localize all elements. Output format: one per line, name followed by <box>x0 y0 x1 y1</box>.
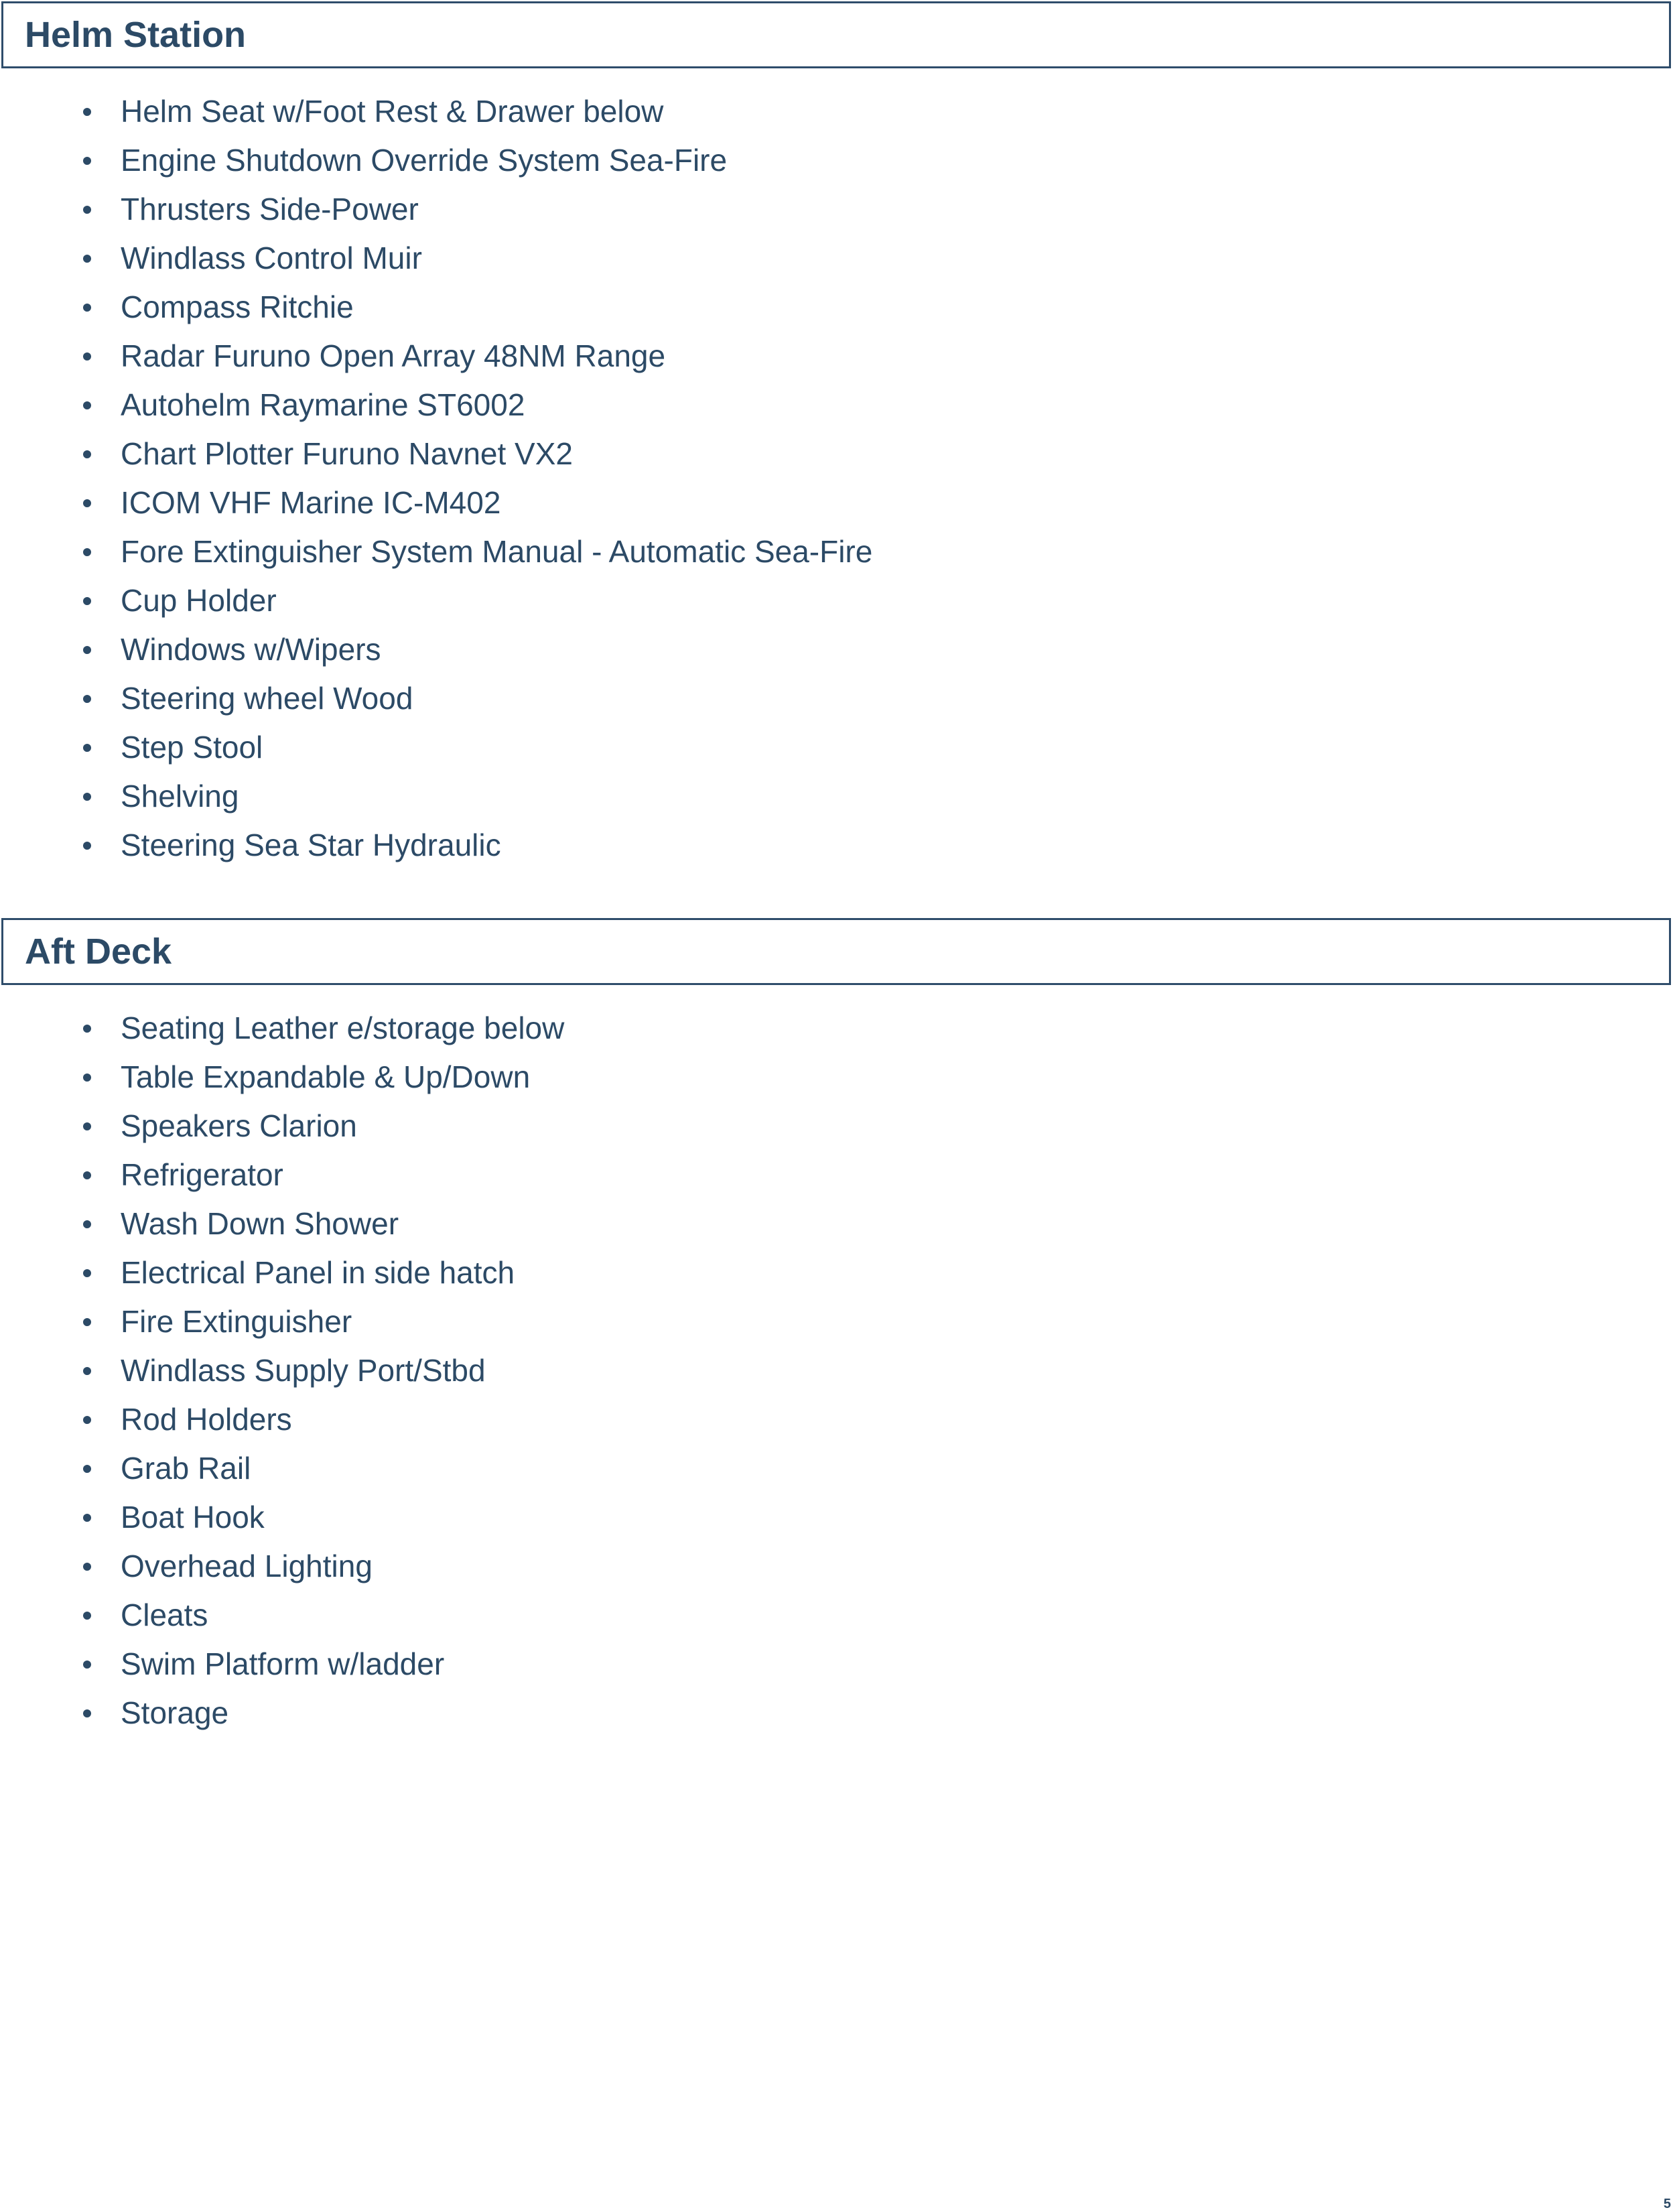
list-item-text: Boat Hook <box>121 1500 265 1535</box>
bullet-icon <box>83 352 91 361</box>
list-item <box>0 776 872 825</box>
list-item <box>0 238 872 287</box>
list-item <box>0 1057 564 1106</box>
list-item-text: Grab Rail <box>121 1451 251 1486</box>
list-item-text: Speakers Clarion <box>121 1108 357 1143</box>
list-item <box>0 1203 564 1252</box>
bullet-icon <box>83 304 91 312</box>
list-item <box>0 678 872 727</box>
list-item <box>0 1448 564 1497</box>
bullet-icon <box>83 450 91 458</box>
bullet-icon <box>83 1025 91 1033</box>
bullet-icon <box>83 646 91 654</box>
section-title: Helm Station <box>25 15 247 55</box>
list-item-text: Helm Seat w/Foot Rest & Drawer below <box>121 94 664 129</box>
list-item <box>0 189 872 238</box>
list-item <box>0 825 872 874</box>
bullet-icon <box>83 793 91 801</box>
list-item <box>0 287 872 336</box>
list-item-text: Electrical Panel in side hatch <box>121 1255 515 1290</box>
bullet-icon <box>83 1514 91 1522</box>
list-item <box>0 385 872 434</box>
list-item <box>0 1008 564 1057</box>
bullet-icon <box>83 108 91 116</box>
bullet-icon <box>83 401 91 409</box>
list-item <box>0 727 872 776</box>
list-item-text: Fire Extinguisher <box>121 1304 352 1339</box>
list-item <box>0 140 872 189</box>
list-item-text: Fore Extinguisher System Manual - Automatic Sea-Fire <box>121 534 873 569</box>
list-item <box>0 1252 564 1301</box>
section-title: Aft Deck <box>25 931 172 972</box>
list-item-text: Rod Holders <box>121 1402 292 1437</box>
list-item-text: Engine Shutdown Override System Sea-Fire <box>121 143 728 178</box>
list-item-text: Windlass Supply Port/Stbd <box>121 1353 486 1388</box>
list-item <box>0 1350 564 1399</box>
bullet-icon <box>83 1318 91 1326</box>
bullet-icon <box>83 548 91 556</box>
list-item <box>0 629 872 678</box>
list-item-text: Step Stool <box>121 730 263 765</box>
bullet-icon <box>83 1465 91 1473</box>
list-item-text: Seating Leather e/storage below <box>121 1011 565 1045</box>
list-item-text: Compass Ritchie <box>121 289 354 324</box>
list-item <box>0 1497 564 1546</box>
list-item <box>0 434 872 482</box>
aft-deck-list <box>0 1008 564 1742</box>
list-item-text: Storage <box>121 1695 229 1730</box>
list-item-text: Windows w/Wipers <box>121 632 381 667</box>
section-header-helm-station <box>1 1 1671 68</box>
bullet-icon <box>83 1122 91 1130</box>
list-item <box>0 531 872 580</box>
bullet-icon <box>83 1709 91 1717</box>
list-item-text: Steering Sea Star Hydraulic <box>121 828 501 862</box>
list-item-text: Cleats <box>121 1598 208 1632</box>
section-header-aft-deck <box>1 918 1671 985</box>
list-item-text: Overhead Lighting <box>121 1549 373 1583</box>
list-item-text: Chart Plotter Furuno Navnet VX2 <box>121 436 573 471</box>
bullet-icon <box>83 255 91 263</box>
list-item <box>0 1595 564 1644</box>
bullet-icon <box>83 1074 91 1082</box>
list-item <box>0 336 872 385</box>
bullet-icon <box>83 1367 91 1375</box>
bullet-icon <box>83 1563 91 1571</box>
list-item <box>0 580 872 629</box>
list-item <box>0 1301 564 1350</box>
bullet-icon <box>83 1612 91 1620</box>
list-item <box>0 482 872 531</box>
list-item-text: Windlass Control Muir <box>121 241 422 275</box>
list-item-text: Wash Down Shower <box>121 1206 399 1241</box>
list-item <box>0 1546 564 1595</box>
list-item-text: Table Expandable & Up/Down <box>121 1059 531 1094</box>
list-item-text: Swim Platform w/ladder <box>121 1646 445 1681</box>
bullet-icon <box>83 842 91 850</box>
bullet-icon <box>83 157 91 165</box>
list-item-text: Shelving <box>121 779 239 814</box>
helm-station-list <box>0 91 872 874</box>
list-item-text: Autohelm Raymarine ST6002 <box>121 387 525 422</box>
list-item <box>0 1693 564 1742</box>
bullet-icon <box>83 1269 91 1277</box>
list-item-text: Thrusters Side-Power <box>121 192 419 226</box>
bullet-icon <box>83 597 91 605</box>
list-item-text: Refrigerator <box>121 1157 283 1192</box>
bullet-icon <box>83 744 91 752</box>
bullet-icon <box>83 1416 91 1424</box>
list-item-text: ICOM VHF Marine IC-M402 <box>121 485 501 520</box>
list-item <box>0 1155 564 1203</box>
list-item <box>0 1644 564 1693</box>
bullet-icon <box>83 1661 91 1669</box>
page-number: 5 <box>1663 2197 1671 2211</box>
list-item-text: Radar Furuno Open Array 48NM Range <box>121 338 666 373</box>
bullet-icon <box>83 206 91 214</box>
list-item <box>0 91 872 140</box>
list-item-text: Cup Holder <box>121 583 277 618</box>
list-item-text: Steering wheel Wood <box>121 681 413 716</box>
bullet-icon <box>83 1171 91 1179</box>
list-item <box>0 1106 564 1155</box>
bullet-icon <box>83 499 91 507</box>
bullet-icon <box>83 695 91 703</box>
list-item <box>0 1399 564 1448</box>
bullet-icon <box>83 1220 91 1228</box>
